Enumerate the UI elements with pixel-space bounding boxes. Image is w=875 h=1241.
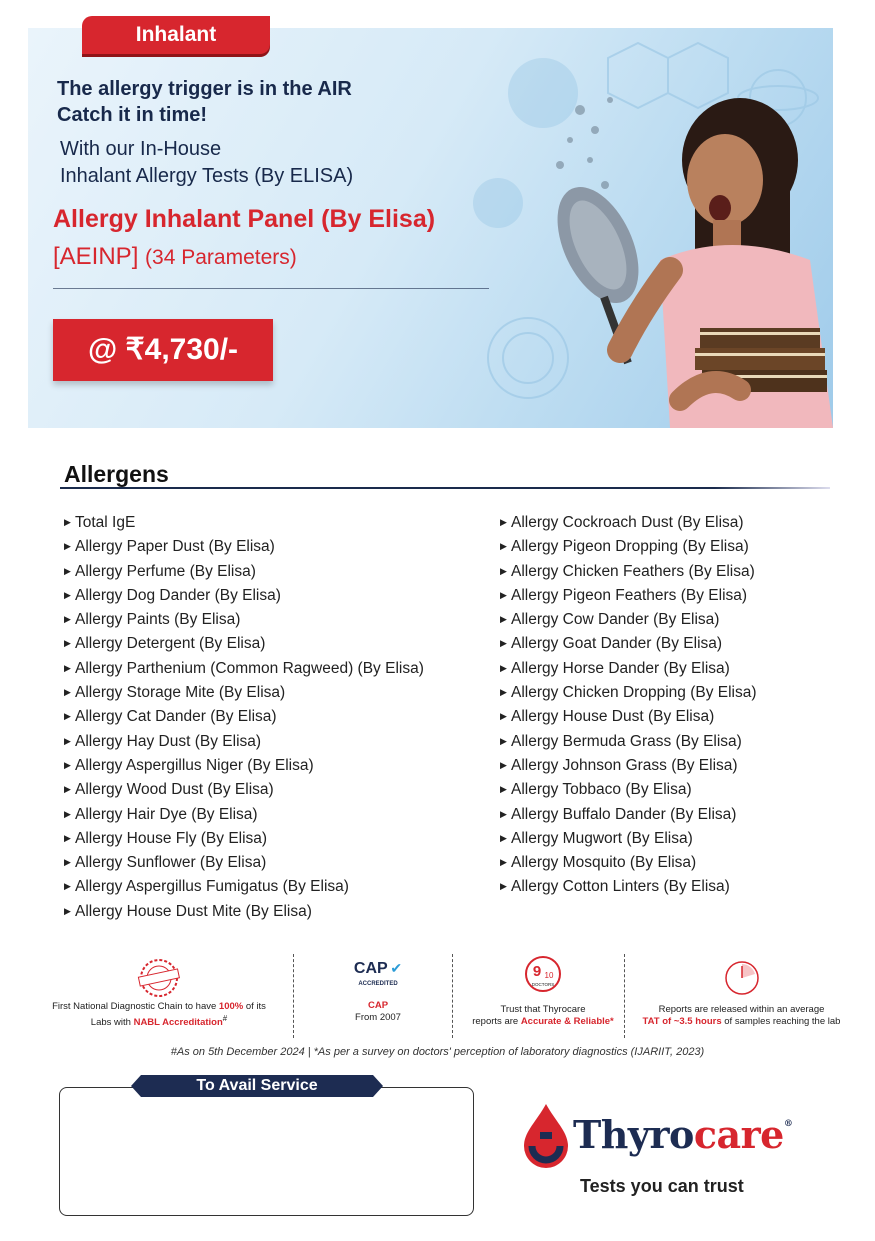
panel-code [53,243,297,271]
nabl-text-1: First National Diagnostic Chain to have [52,1001,217,1012]
allergen-label: Allergy Pigeon Feathers (By Elisa) [511,586,748,604]
allergen-label: Allergy Tobbaco (By Elisa) [511,781,692,799]
bullet-arrow-icon: ▶ [64,687,71,698]
bullet-arrow-icon: ▶ [64,541,71,552]
allergen-label: Allergy Paints (By Elisa) [75,611,241,629]
bullet-arrow-icon: ▶ [500,517,507,527]
bullet-arrow-icon: ▶ [64,905,71,916]
headline-line-1: The allergy trigger is in the AIR [57,78,352,100]
stopwatch-icon [722,958,762,998]
allergen-item [500,585,757,609]
allergen-label: Allergy Detergent (By Elisa) [75,635,266,653]
allergen-item [64,755,424,779]
allergen-item [64,633,424,657]
allergen-label: Allergy Cat Dander (By Elisa) [75,708,277,726]
logo-registered: ® [783,1119,793,1129]
bullet-arrow-icon: ▶ [64,589,71,600]
allergen-label: Allergy Cotton Linters (By Elisa) [511,878,730,896]
doctors-rating-icon [523,954,563,994]
allergen-label: Allergy Aspergillus Niger (By Elisa) [75,756,314,774]
checkmark-icon: ✔ [390,960,403,976]
hero-headline [57,76,352,128]
drop-logo-icon [518,1102,574,1172]
accredited-stamp-icon [135,956,183,1000]
service-stamp-box [59,1087,474,1216]
panel-title: Allergy Inhalant Panel (By Elisa) [53,205,436,233]
price-badge: @ ₹4,730/- [53,319,273,381]
tat-block [634,952,849,1040]
allergen-item [500,561,757,585]
allergen-label: Allergy Hay Dust (By Elisa) [75,732,262,750]
allergen-label: Allergy Mosquito (By Elisa) [511,854,697,872]
allergen-label: Allergy Wood Dust (By Elisa) [75,781,274,799]
bullet-arrow-icon: ▶ [64,638,71,649]
allergens-divider [60,487,830,489]
allergen-label: Allergy Perfume (By Elisa) [75,562,256,580]
bullet-arrow-icon: ▶ [500,541,507,552]
doctors-numerator: 9 [532,963,542,980]
allergen-item [64,876,424,900]
bullet-arrow-icon: ▶ [64,759,71,770]
bullet-arrow-icon: ▶ [500,565,507,576]
allergen-label: Allergy Goat Dander (By Elisa) [511,635,723,653]
allergen-item [64,682,424,706]
allergen-label: Allergy Cow Dander (By Elisa) [511,611,720,629]
tat-text [634,1004,849,1028]
allergen-label: Allergy Bermuda Grass (By Elisa) [511,732,742,750]
allergens-title: Allergens [64,461,169,487]
bullet-arrow-icon: ▶ [64,832,71,843]
nabl-footnote-mark: # [222,1014,228,1023]
allergen-label: Allergy Pigeon Dropping (By Elisa) [511,538,749,556]
allergen-label: Allergy Aspergillus Fumigatus (By Elisa) [75,878,349,896]
panel-params: (34 Parameters) [145,246,297,269]
allergen-item [64,852,424,876]
allergen-label: Allergy Dog Dander (By Elisa) [75,586,281,604]
bullet-arrow-icon: ▶ [500,614,507,625]
bullet-arrow-icon: ▶ [500,638,507,649]
allergen-item [64,779,424,803]
cap-logo [308,962,448,990]
doctors-block [458,952,628,1040]
bullet-arrow-icon: ▶ [64,735,71,746]
allergen-label: Allergy Cockroach Dust (By Elisa) [511,514,744,531]
allergen-label: Allergy Chicken Dropping (By Elisa) [511,684,757,702]
allergen-item [500,828,757,852]
subline-line-1: With our In-House [60,138,222,160]
thyrocare-logo [518,1100,818,1200]
allergen-label: Total IgE [75,514,136,531]
bullet-arrow-icon: ▶ [64,565,71,576]
doctors-text [458,1004,628,1028]
headline-line-2: Catch it in time! [57,104,208,126]
logo-wordmark [573,1112,792,1157]
trust-separator [624,954,625,1038]
cap-subtitle: From 2007 [355,1012,401,1023]
category-tag: Inhalant [82,16,270,54]
allergen-label: Allergy Buffalo Dander (By Elisa) [511,805,737,823]
allergen-item [64,561,424,585]
nabl-text [28,1001,290,1029]
allergen-list-right [500,512,757,901]
cap-title: CAP [367,1000,389,1011]
bullet-arrow-icon: ▶ [500,784,507,795]
cap-logo-sub: ACCREDITED [358,981,398,987]
woman-sneezing-illustration [520,70,833,428]
allergen-label: Allergy House Dust Mite (By Elisa) [75,902,312,920]
doctors-denominator: 10 [544,971,554,980]
allergen-item [64,512,424,536]
bullet-arrow-icon: ▶ [500,735,507,746]
allergen-item [500,658,757,682]
nabl-text-2: of its [245,1001,266,1012]
logo-care: care [693,1112,784,1157]
avail-service-tab: To Avail Service [141,1075,373,1097]
nabl-block [28,952,290,1040]
bullet-arrow-icon: ▶ [64,517,71,527]
allergen-item [64,731,424,755]
allergen-item [500,536,757,560]
trust-strip [28,952,848,1042]
bullet-arrow-icon: ▶ [64,881,71,892]
trust-separator [293,954,294,1038]
bullet-arrow-icon: ▶ [500,711,507,722]
allergen-label: Allergy Storage Mite (By Elisa) [75,684,286,702]
bullet-arrow-icon: ▶ [500,832,507,843]
allergen-list-left [64,512,424,925]
allergen-item [64,828,424,852]
allergen-item [64,804,424,828]
nabl-accreditation: NABL Accreditation [133,1017,223,1029]
allergen-item [64,706,424,730]
logo-thyro: Thyro [573,1112,694,1157]
bullet-arrow-icon: ▶ [500,589,507,600]
bullet-arrow-icon: ▶ [64,784,71,795]
allergen-label: Allergy Johnson Grass (By Elisa) [511,756,738,774]
panel-code-text: [AEINP] [53,243,139,270]
allergen-item [500,682,757,706]
allergen-item [500,755,757,779]
allergen-item [64,658,424,682]
allergen-item [500,633,757,657]
logo-tagline: Tests you can trust [580,1176,744,1196]
doctors-label: DOCTORS [531,982,555,987]
allergen-item [64,609,424,633]
allergen-label: Allergy Horse Dander (By Elisa) [511,659,730,677]
allergen-label: Allergy House Dust (By Elisa) [511,708,715,726]
cap-block [308,952,448,1040]
bullet-arrow-icon: ▶ [64,614,71,625]
tat-value: TAT of ~3.5 hours [642,1016,722,1027]
allergen-label: Allergy Mugwort (By Elisa) [511,829,693,847]
nabl-text-3: Labs with [90,1017,131,1029]
allergen-item [500,804,757,828]
bullet-arrow-icon: ▶ [500,687,507,698]
bullet-arrow-icon: ▶ [64,662,71,673]
tat-text-2: of samples reaching the lab [724,1016,841,1027]
allergen-label: Allergy Parthenium (Common Ragweed) (By Elisa) [75,659,424,677]
hero-divider [53,288,489,289]
hero-subline [60,136,353,190]
subline-line-2: Inhalant Allergy Tests (By ELISA) [60,165,354,187]
allergen-label: Allergy House Fly (By Elisa) [75,829,268,847]
bullet-arrow-icon: ▶ [64,857,71,868]
footnote: #As on 5th December 2024 | *As per a survey on doctors' perception of laboratory diagnostics (IJARIIT, 2023) [170,1046,705,1058]
allergen-label: Allergy Hair Dye (By Elisa) [75,805,258,823]
dust-particle [473,178,523,228]
bullet-arrow-icon: ▶ [64,711,71,722]
allergen-item [500,609,757,633]
allergen-item [64,536,424,560]
bullet-arrow-icon: ▶ [500,881,507,892]
allergen-item [500,512,757,536]
trust-separator [452,954,453,1038]
doctors-text-2: reports are [472,1016,519,1027]
bullet-arrow-icon: ▶ [64,808,71,819]
allergen-item [64,901,424,925]
allergen-item [500,779,757,803]
allergen-item [500,731,757,755]
bullet-arrow-icon: ▶ [500,662,507,673]
cap-logo-text: CAP [353,960,388,977]
bullet-arrow-icon: ▶ [500,759,507,770]
allergen-item [500,706,757,730]
doctors-text-1: Trust that Thyrocare [500,1004,586,1015]
nabl-percent: 100% [218,1001,244,1012]
bullet-arrow-icon: ▶ [500,808,507,819]
allergen-item [64,585,424,609]
doctors-accurate: Accurate & Reliable* [520,1016,614,1027]
allergen-item [500,876,757,900]
allergen-item [500,852,757,876]
allergen-label: Allergy Paper Dust (By Elisa) [75,538,275,556]
tat-text-1: Reports are released within an average [658,1004,825,1015]
bullet-arrow-icon: ▶ [500,857,507,868]
allergen-label: Allergy Sunflower (By Elisa) [75,854,267,872]
allergen-label: Allergy Chicken Feathers (By Elisa) [511,562,755,580]
